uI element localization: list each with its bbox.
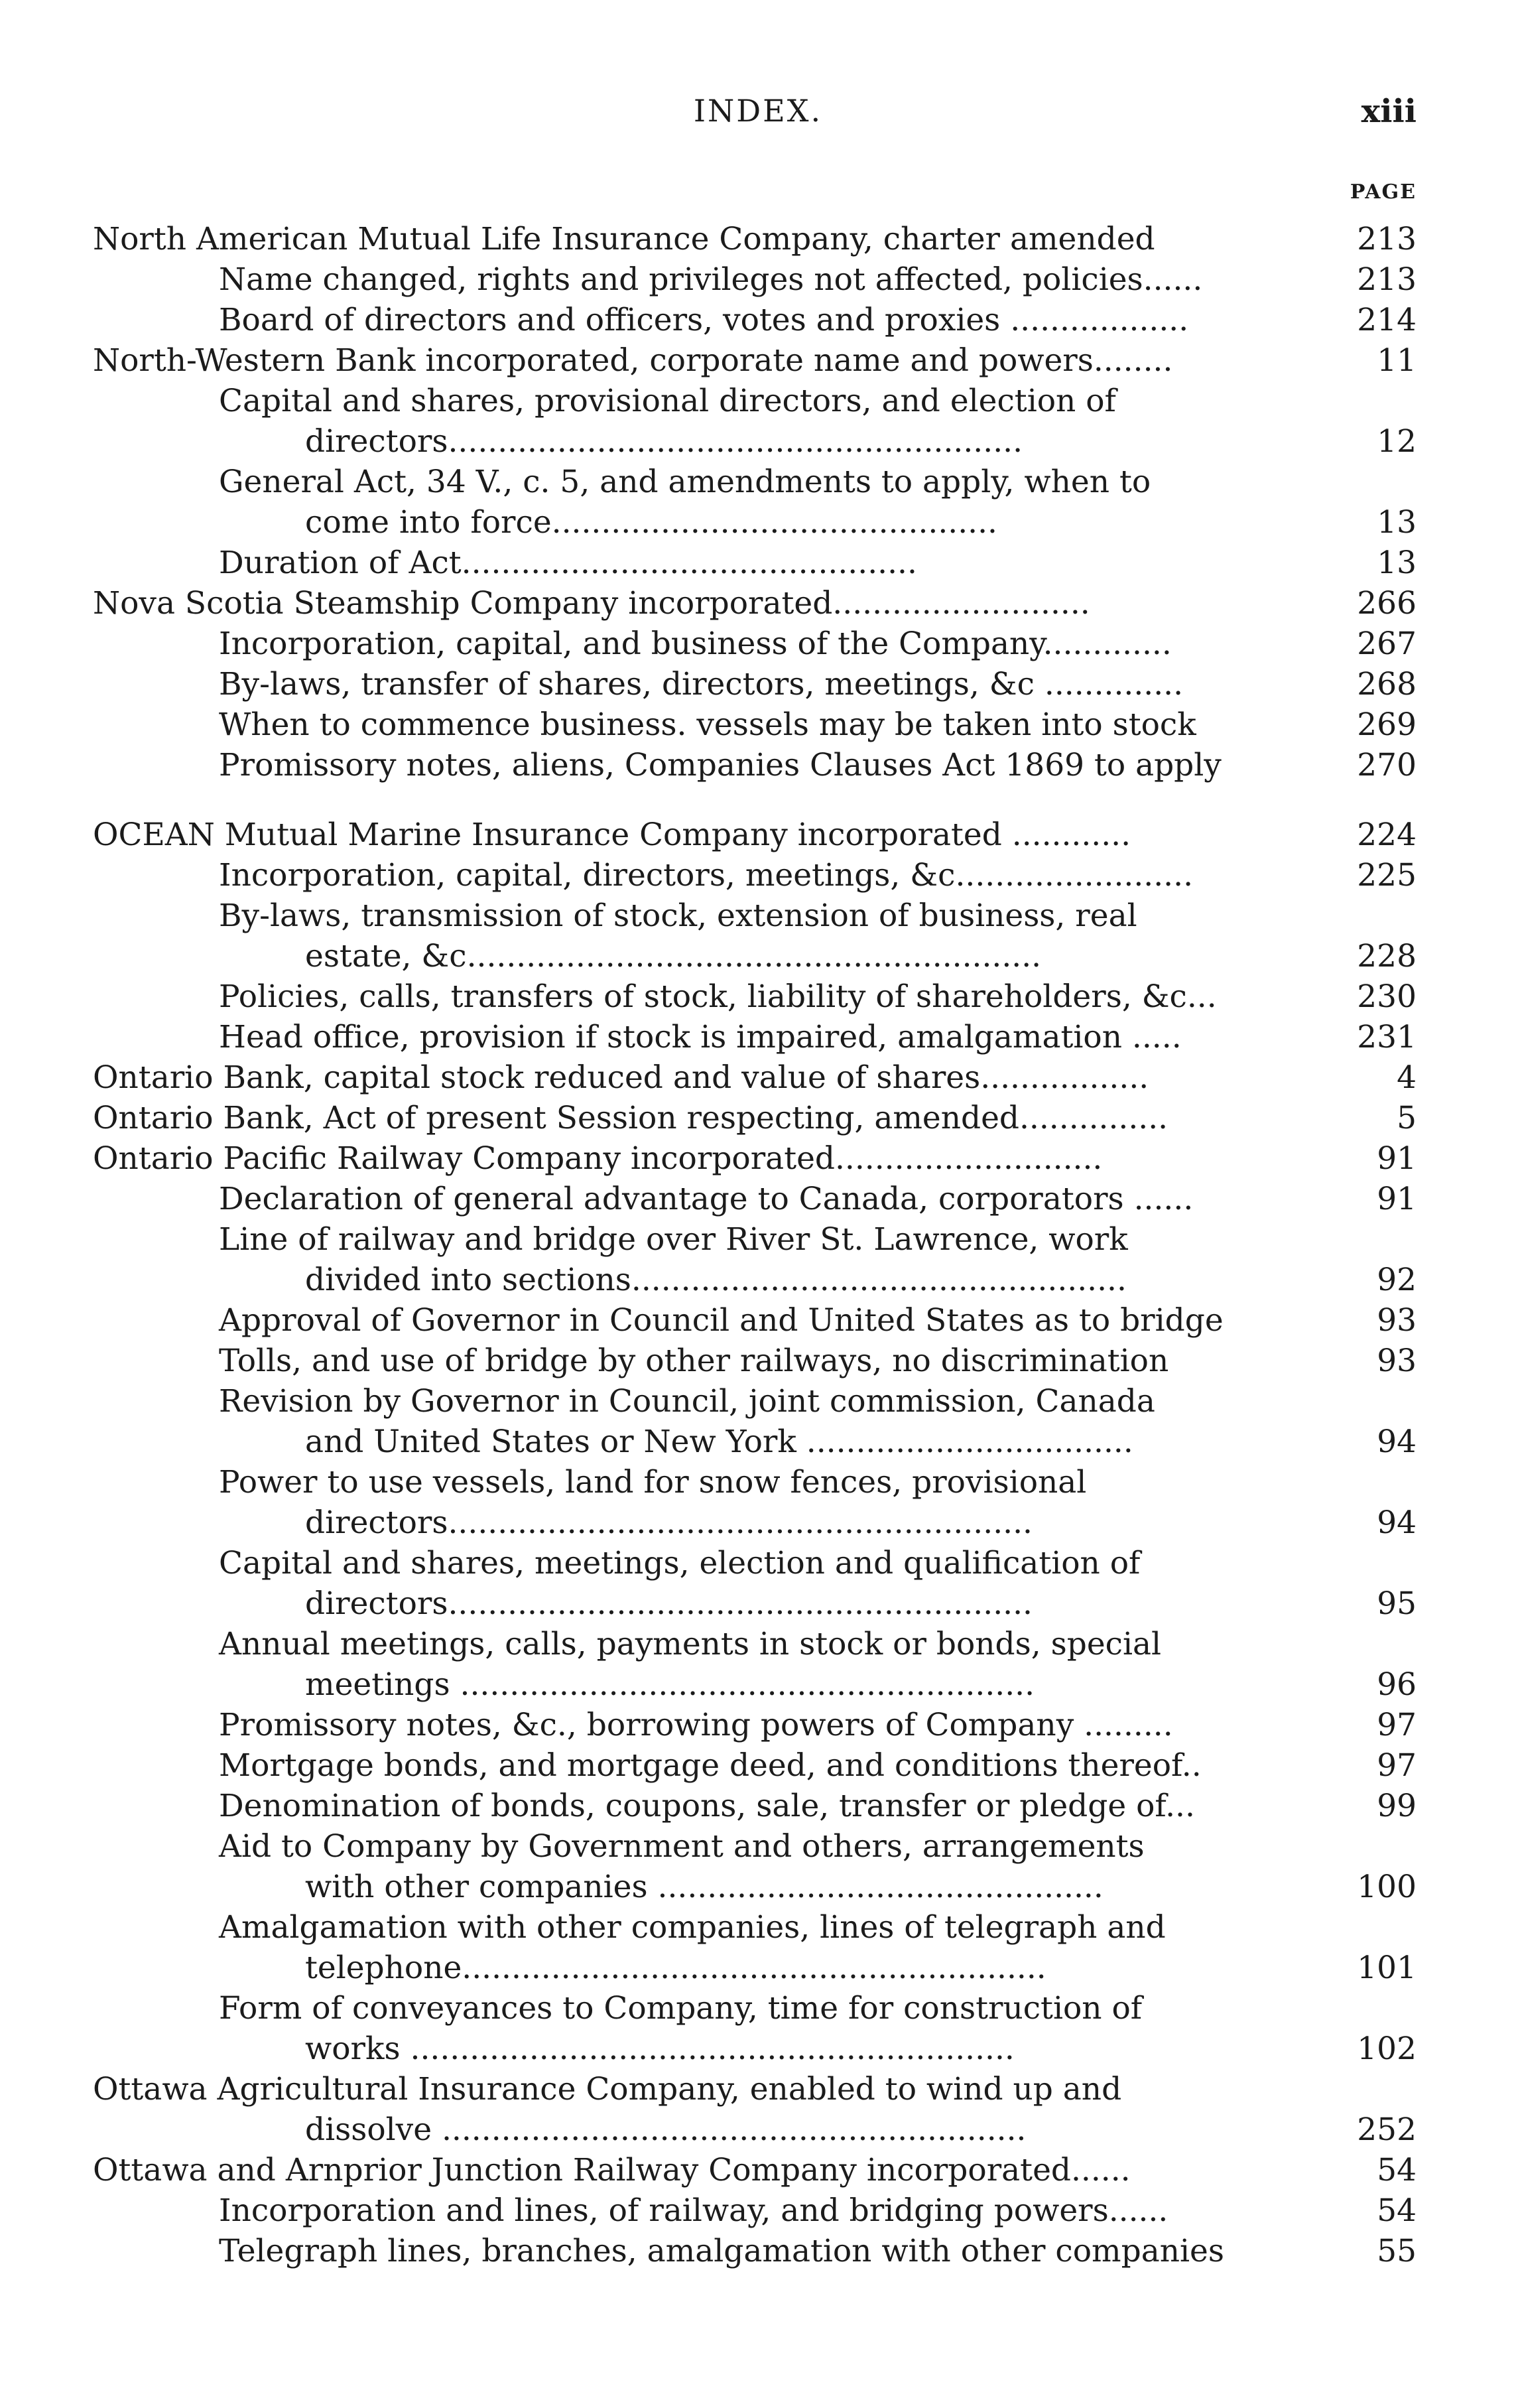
index-subentry [93, 543, 1417, 583]
index-entry [93, 2069, 1417, 2109]
index-subentry [93, 1664, 1417, 1705]
entry-text: Annual meetings, calls, payments in stock or bonds, special [219, 1626, 1162, 1662]
index-subentry [93, 300, 1417, 340]
entry-page-number: 267 [1357, 626, 1417, 662]
entry-text: Power to use vessels, land for snow fences, provisional [219, 1464, 1087, 1501]
index-subentry [93, 2029, 1417, 2069]
entry-text: Revision by Governor in Council, joint commission, Canada [219, 1383, 1155, 1420]
entry-page-number: 13 [1377, 545, 1417, 581]
index-subentry [93, 936, 1417, 976]
entry-page-number: 13 [1377, 504, 1417, 541]
index-subentry [93, 1543, 1417, 1583]
entry-text: Ontario Bank, Act of present Session respecting, amended............... [93, 1100, 1169, 1136]
entry-page-number: 91 [1377, 1140, 1417, 1177]
entry-page-number: 101 [1357, 1950, 1417, 1986]
index-subentry [93, 1745, 1417, 1786]
index-subentry [93, 855, 1417, 896]
entry-page-number: 214 [1357, 302, 1417, 338]
index-subentry [93, 1948, 1417, 1988]
index-subentry [93, 1179, 1417, 1219]
entry-text: When to commence business. vessels may be taken into stock [219, 706, 1196, 743]
index-subentry [93, 1826, 1417, 1867]
entry-text: directors.......................................................... [305, 423, 1023, 460]
entry-text: estate, &c.......................................................... [305, 938, 1042, 974]
index-subentry [93, 1705, 1417, 1745]
entry-page-number: 99 [1377, 1788, 1417, 1824]
entry-page-number: 266 [1357, 585, 1417, 622]
index-subentry [93, 1867, 1417, 1907]
entry-text: Approval of Governor in Council and United States as to bridge [219, 1302, 1224, 1339]
entry-page-number: 55 [1377, 2233, 1417, 2269]
entry-text: Name changed, rights and privileges not affected, policies...... [219, 261, 1203, 298]
entry-page-number: 213 [1357, 221, 1417, 257]
index-subentry [93, 704, 1417, 745]
index-subentry [93, 976, 1417, 1017]
index-subentry [93, 1219, 1417, 1260]
entry-page-number: 225 [1357, 857, 1417, 894]
entry-page-number: 91 [1377, 1181, 1417, 1217]
index-subentry [93, 1786, 1417, 1826]
index-subentry [93, 381, 1417, 421]
entry-text: Line of railway and bridge over River St. Lawrence, work [219, 1221, 1128, 1258]
entry-text: Incorporation, capital, directors, meetings, &c........................ [219, 857, 1194, 894]
entry-text: Board of directors and officers, votes and proxies .................. [219, 302, 1189, 338]
entry-text: Duration of Act.............................................. [219, 545, 917, 581]
index-entry [93, 2150, 1417, 2190]
page-title: INDEX. [693, 93, 823, 129]
index-subentry [93, 1422, 1417, 1462]
entry-page-number: 54 [1377, 2192, 1417, 2229]
entry-page-number: 213 [1357, 261, 1417, 298]
entry-text: Incorporation and lines, of railway, and bridging powers...... [219, 2192, 1169, 2229]
entry-page-number: 94 [1377, 1424, 1417, 1460]
entry-text: By-laws, transmission of stock, extension of business, real [219, 898, 1137, 934]
entry-text: Mortgage bonds, and mortgage deed, and conditions thereof.. [219, 1747, 1202, 1784]
entry-page-number: 94 [1377, 1505, 1417, 1541]
entry-text: Promissory notes, aliens, Companies Clauses Act 1869 to apply [219, 747, 1222, 783]
entry-page-number: 93 [1377, 1302, 1417, 1339]
index-subentry [93, 1300, 1417, 1341]
entry-text: North-Western Bank incorporated, corporate name and powers........ [93, 342, 1173, 379]
section-gap [93, 785, 1417, 815]
index-entry [93, 815, 1417, 855]
entry-text: dissolve ........................................................... [305, 2111, 1027, 2148]
index-entry [93, 340, 1417, 381]
entry-page-number: 5 [1397, 1100, 1417, 1136]
index-subentry [93, 2109, 1417, 2150]
index-entry [93, 1057, 1417, 1098]
page-header [0, 93, 1516, 146]
entry-page-number: 97 [1377, 1707, 1417, 1743]
entry-page-number: 230 [1357, 978, 1417, 1015]
entry-text: directors........................................................... [305, 1505, 1033, 1541]
entry-text: Ottawa and Arnprior Junction Railway Company incorporated...... [93, 2152, 1131, 2188]
index-subentry [93, 1624, 1417, 1664]
entry-text: Tolls, and use of bridge by other railways, no discrimination [219, 1343, 1169, 1379]
entry-page-number: 252 [1357, 2111, 1417, 2148]
index-entry [93, 1138, 1417, 1179]
entry-page-number: 54 [1377, 2152, 1417, 2188]
entry-text: meetings .......................................................... [305, 1666, 1035, 1703]
entry-text: Ottawa Agricultural Insurance Company, enabled to wind up and [93, 2071, 1122, 2107]
entry-page-number: 268 [1357, 666, 1417, 702]
index-subentry [93, 259, 1417, 300]
index-subentry [93, 896, 1417, 936]
entry-page-number: 4 [1397, 1059, 1417, 1096]
entry-text: Declaration of general advantage to Canada, corporators ...... [219, 1181, 1194, 1217]
entry-text: and United States or New York ................................. [305, 1424, 1133, 1460]
entry-page-number: 11 [1377, 342, 1417, 379]
entry-text: Aid to Company by Government and others, arrangements [219, 1828, 1145, 1865]
index-subentry [93, 2190, 1417, 2231]
index-subentry [93, 745, 1417, 785]
entry-page-number: 228 [1357, 938, 1417, 974]
index-subentry [93, 1341, 1417, 1381]
entry-page-number: 270 [1357, 747, 1417, 783]
entry-text: Ontario Bank, capital stock reduced and value of shares................. [93, 1059, 1149, 1096]
page-column-label: PAGE [1350, 180, 1417, 204]
index-subentry [93, 462, 1417, 502]
entry-page-number: 96 [1377, 1666, 1417, 1703]
index-subentry [93, 1462, 1417, 1503]
entry-page-number: 269 [1357, 706, 1417, 743]
entry-text: Policies, calls, transfers of stock, liability of shareholders, &c... [219, 978, 1217, 1015]
index-list [93, 219, 1417, 2271]
index-subentry [93, 1260, 1417, 1300]
entry-page-number: 100 [1357, 1869, 1417, 1905]
entry-text: Nova Scotia Steamship Company incorporated.......................... [93, 585, 1090, 622]
entry-text: Denomination of bonds, coupons, sale, transfer or pledge of... [219, 1788, 1195, 1824]
index-subentry [93, 1381, 1417, 1422]
entry-page-number: 93 [1377, 1343, 1417, 1379]
index-subentry [93, 1583, 1417, 1624]
index-subentry [93, 2231, 1417, 2271]
entry-text: Capital and shares, provisional directors, and election of [219, 383, 1116, 419]
index-subentry [93, 502, 1417, 543]
index-entry [93, 1098, 1417, 1138]
entry-text: Incorporation, capital, and business of the Company............. [219, 626, 1172, 662]
entry-page-number: 12 [1377, 423, 1417, 460]
page-folio: xiii [1361, 93, 1417, 130]
index-entry [93, 583, 1417, 624]
entry-page-number: 102 [1357, 2031, 1417, 2067]
index-subentry [93, 1503, 1417, 1543]
index-subentry [93, 1017, 1417, 1057]
entry-text: with other companies ............................................. [305, 1869, 1104, 1905]
entry-text: Form of conveyances to Company, time for construction of [219, 1990, 1143, 2027]
entry-text: Head office, provision if stock is impaired, amalgamation ..... [219, 1019, 1182, 1055]
entry-text: Amalgamation with other companies, lines of telegraph and [219, 1909, 1166, 1946]
entry-text: Telegraph lines, branches, amalgamation with other companies [219, 2233, 1224, 2269]
entry-page-number: 92 [1377, 1262, 1417, 1298]
entry-text: Promissory notes, &c., borrowing powers of Company ......... [219, 1707, 1173, 1743]
index-subentry [93, 664, 1417, 704]
entry-text: telephone........................................................... [305, 1950, 1046, 1986]
entry-page-number: 224 [1357, 817, 1417, 853]
index-subentry [93, 624, 1417, 664]
entry-text: divided into sections.................................................. [305, 1262, 1127, 1298]
index-subentry [93, 1907, 1417, 1948]
entry-text: North American Mutual Life Insurance Company, charter amended [93, 221, 1155, 257]
index-subentry [93, 1988, 1417, 2029]
entry-text: works ............................................................. [305, 2031, 1015, 2067]
entry-text: Capital and shares, meetings, election and qualification of [219, 1545, 1141, 1581]
entry-text: come into force............................................. [305, 504, 997, 541]
entry-text: General Act, 34 V., c. 5, and amendments to apply, when to [219, 464, 1151, 500]
entry-text: Ontario Pacific Railway Company incorporated........................... [93, 1140, 1103, 1177]
entry-text: OCEAN Mutual Marine Insurance Company incorporated ............ [93, 817, 1131, 853]
entry-page-number: 95 [1377, 1585, 1417, 1622]
entry-page-number: 97 [1377, 1747, 1417, 1784]
entry-text: By-laws, transfer of shares, directors, meetings, &c .............. [219, 666, 1184, 702]
index-entry [93, 219, 1417, 259]
entry-text: directors........................................................... [305, 1585, 1033, 1622]
entry-page-number: 231 [1357, 1019, 1417, 1055]
index-subentry [93, 421, 1417, 462]
